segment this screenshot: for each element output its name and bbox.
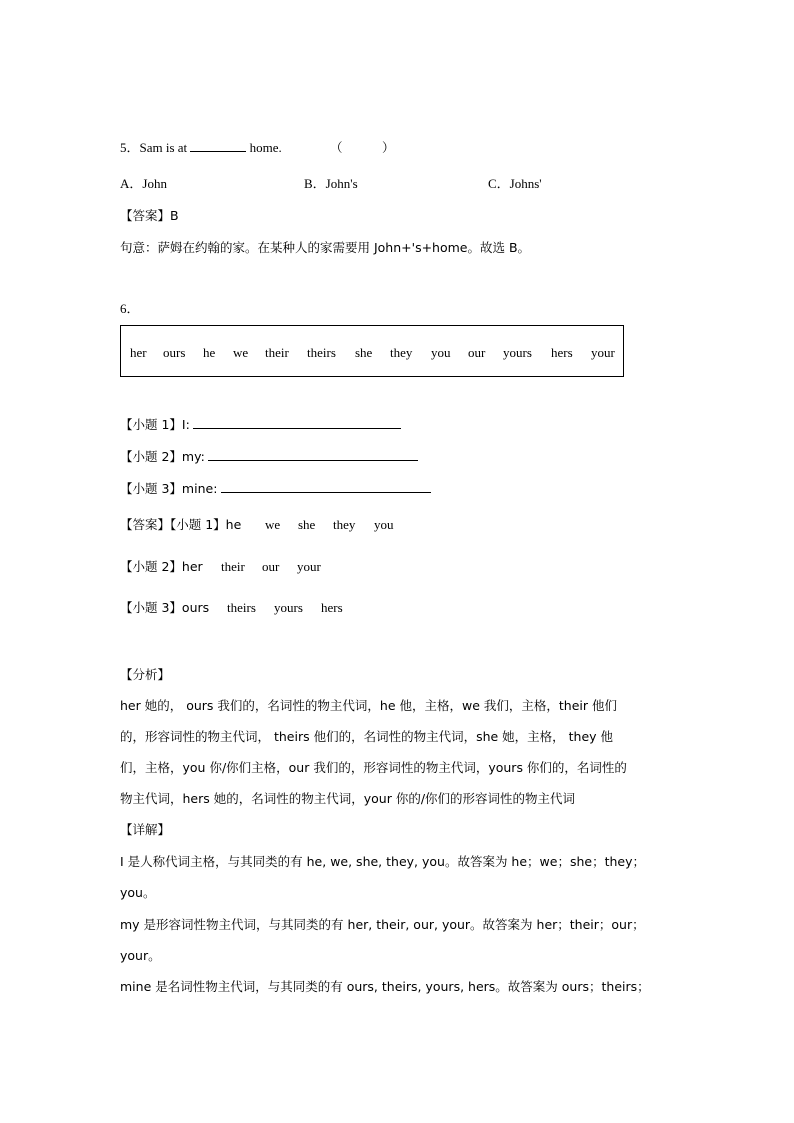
word-bank-box — [120, 325, 624, 377]
subquestion-2-blank — [208, 449, 418, 461]
word-bank-item: hers — [551, 345, 573, 360]
detail-line: your。 — [120, 948, 161, 963]
word-bank-item: you — [431, 345, 451, 360]
answer-word: yours — [274, 600, 303, 615]
q5-paren-open: （ — [330, 140, 343, 155]
detail-heading: 【详解】 — [120, 822, 171, 837]
analysis-heading: 【分析】 — [120, 667, 171, 682]
subquestion-1-blank — [193, 417, 401, 429]
word-bank-item: yours — [503, 345, 532, 360]
analysis-line: 们，主格，you 你/你们主格，our 我们的，形容词性的物主代词，yours 你们的，名词性的 — [120, 760, 627, 775]
answer-word: you — [374, 517, 394, 532]
subquestion-1-label: 【小题 1】I: — [120, 417, 190, 432]
word-bank-item: theirs — [307, 345, 336, 360]
answer-line-2-label: 【小题 2】her — [120, 559, 203, 574]
q5-explanation: 句意：萨姆在约翰的家。在某种人的家需要用 John+'s+home。故选 B。 — [120, 240, 531, 255]
subquestion-3-blank — [221, 481, 431, 493]
word-bank-item: her — [130, 345, 147, 360]
detail-line: you。 — [120, 885, 156, 900]
subquestion-3 — [120, 481, 431, 497]
analysis-line: 物主代词，hers 她的，名词性的物主代词，your 你的/你们的形容词性的物主代词 — [120, 791, 576, 806]
detail-line: my 是形容词性物主代词，与其同类的有 her, their, our, your。故答案为 her；their；our； — [120, 917, 645, 932]
word-bank-item: ours — [163, 345, 186, 360]
word-bank-item: our — [468, 345, 486, 360]
word-bank-item: he — [203, 345, 216, 360]
subquestion-1 — [120, 417, 401, 433]
answer-word: your — [297, 559, 321, 574]
word-bank-item: their — [265, 345, 289, 360]
analysis-line: her 她的， ours 我们的，名词性的物主代词，he 他，主格，we 我们，主格，their 他们 — [120, 698, 617, 713]
subquestion-3-label: 【小题 3】mine: — [120, 481, 218, 496]
word-bank-item: your — [591, 345, 615, 360]
word-bank-item: we — [233, 345, 249, 360]
answer-word: their — [221, 559, 245, 574]
answer-word: we — [265, 517, 281, 532]
answer-word: hers — [321, 600, 343, 615]
answer-line-3-label: 【小题 3】ours — [120, 600, 210, 615]
subquestion-2 — [120, 449, 418, 465]
q5-stem — [120, 140, 282, 156]
q5-answer: 【答案】B — [120, 208, 179, 223]
answer-word: our — [262, 559, 280, 574]
q5-option-b: B．John's — [304, 176, 358, 191]
detail-line: I 是人称代词主格，与其同类的有 he, we, she, they, you。故答案为 he；we；she；they； — [120, 854, 645, 869]
q5-option-a: A．John — [120, 176, 167, 191]
q5-prefix: 5．Sam is at — [120, 140, 188, 155]
answer-line-1-label: 【答案】【小题 1】he — [120, 517, 242, 532]
word-bank-item: they — [390, 345, 413, 360]
q5-blank — [190, 140, 246, 152]
answer-word: they — [333, 517, 356, 532]
answer-word: theirs — [227, 600, 256, 615]
q5-option-c: C．Johns' — [488, 176, 542, 191]
q6-number: 6． — [120, 301, 140, 316]
answer-word: she — [298, 517, 316, 532]
q5-paren-close: ） — [382, 140, 395, 155]
subquestion-2-label: 【小题 2】my: — [120, 449, 205, 464]
analysis-line: 的，形容词性的物主代词， theirs 他们的，名词性的物主代词，she 她，主格， they 他 — [120, 729, 614, 744]
q5-suffix: home. — [249, 140, 282, 155]
word-bank-item: she — [355, 345, 373, 360]
detail-line: mine 是名词性物主代词，与其同类的有 ours, theirs, yours, hers。故答案为 ours；theirs； — [120, 979, 650, 994]
